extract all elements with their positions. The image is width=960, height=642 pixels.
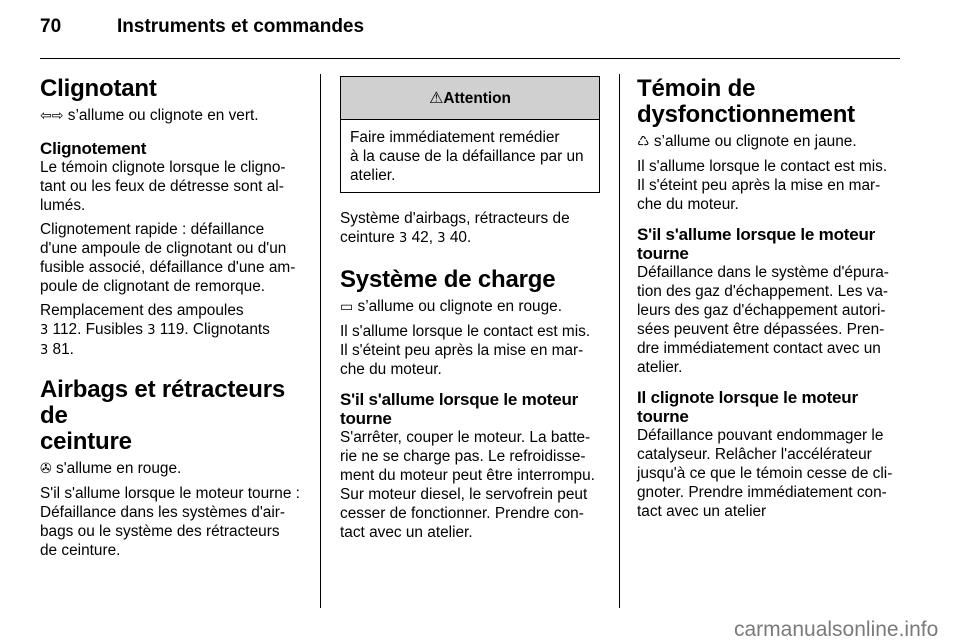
clignotant-desc: ⇦⇨ s’allume ou clignote en vert. xyxy=(40,107,259,124)
column-divider-1 xyxy=(320,74,321,608)
header-rule xyxy=(40,58,900,59)
temoin-text: Il s'allume lorsque le contact est mis. Il s'éteint peu après la mise en mar- che du moteur. xyxy=(637,158,888,213)
charge-desc: ▭ s’allume ou clignote en rouge. xyxy=(340,298,562,315)
attention-text: Faire immédiatement remédier à la cause de la défaillance par un atelier. xyxy=(350,129,584,184)
clignotement-text: Le témoin clignote lorsque le cligno- tant ou les feux de détresse sont al- lumés. xyxy=(40,159,286,214)
remplacement-text: Remplacement des ampoules 3 112. Fusibles 3 119. Clignotants 3 81. xyxy=(40,302,270,358)
charge-text: Il s'allume lorsque le contact est mis. Il s'éteint peu après la mise en mar- che du moteur. xyxy=(340,323,591,378)
page-number: 70 xyxy=(40,16,62,37)
watermark: carmanualsonline.info xyxy=(734,618,939,641)
airbag-icon: ✇ xyxy=(40,461,52,477)
subsection-title-clignote: Il clignote lorsque le moteur tourne xyxy=(637,388,858,426)
engine-warning-icon: ♺ xyxy=(637,134,650,150)
subsection-title-moteur: S'il s'allume lorsque le moteur tourne xyxy=(340,390,579,428)
column-3 xyxy=(637,76,903,526)
airbags-text: S'il s'allume lorsque le moteur tourne : Défaillance dans les systèmes d'air- bags ou le système des rétracteurs de ceinture. xyxy=(40,485,300,559)
section-title-temoin: Témoin de dysfonctionnement xyxy=(637,75,855,128)
turn-signal-icon: ⇦⇨ xyxy=(40,108,64,124)
page-ref-icon: 3 xyxy=(40,323,49,338)
column-divider-2 xyxy=(619,74,620,608)
column-2 xyxy=(340,76,608,547)
section-title-clignotant: Clignotant xyxy=(40,75,157,102)
column-1 xyxy=(40,76,312,565)
section-title-airbags: Airbags et rétracteurs de ceinture xyxy=(40,376,286,455)
battery-icon: ▭ xyxy=(340,299,354,315)
temoin-desc: ♺ s’allume ou clignote en jaune. xyxy=(637,133,857,150)
subsection-title-clignotement: Clignotement xyxy=(40,139,147,158)
page-header xyxy=(40,16,364,38)
attention-header xyxy=(341,77,599,120)
warning-icon: ⚠ xyxy=(429,88,444,107)
page-ref-icon: 3 xyxy=(147,323,156,338)
page-ref-icon: 3 xyxy=(437,231,446,246)
attention-box xyxy=(340,76,600,193)
systeme-airbags-ref: Système d'airbags, rétracteurs de ceinture 3 42, 3 40. xyxy=(340,210,570,246)
moteur-text: S'arrêter, couper le moteur. La batte- rie ne se charge pas. Le refroidisse- ment du moteur peut être interrompu. Sur moteur diesel, le servofrein peut cesser de fonctionner. Prendre con- tact avec un atelier. xyxy=(340,429,595,541)
airbags-desc: ✇ s'allume en rouge. xyxy=(40,460,182,477)
page-ref-icon: 3 xyxy=(40,343,49,358)
allume-text: Défaillance dans le système d'épura- tion des gaz d'échappement. Les va- leurs des gaz d'échappement autori- sées peuvent être dépassées. Pren- dre immédiatement contact avec un atelier. xyxy=(637,264,889,376)
clignote-text: Défaillance pouvant endommager le catalyseur. Relâcher l'accélérateur jusqu'à ce que le témoin cesse de cli- gnoter. Prendre immédiatement con- tact avec un atelier xyxy=(637,427,893,520)
page-title: Instruments et commandes xyxy=(117,16,365,37)
page-ref-icon: 3 xyxy=(399,231,408,246)
subsection-title-allume: S'il s'allume lorsque le moteur tourne xyxy=(637,225,876,263)
section-title-charge: Système de charge xyxy=(340,266,556,293)
attention-label: Attention xyxy=(443,90,511,107)
clignotement-rapide-text: Clignotement rapide : défaillance d'une ampoule de clignotant ou d'un fusible associé, défaillance d'une am- poule de clignotant de remorque. xyxy=(40,221,296,295)
